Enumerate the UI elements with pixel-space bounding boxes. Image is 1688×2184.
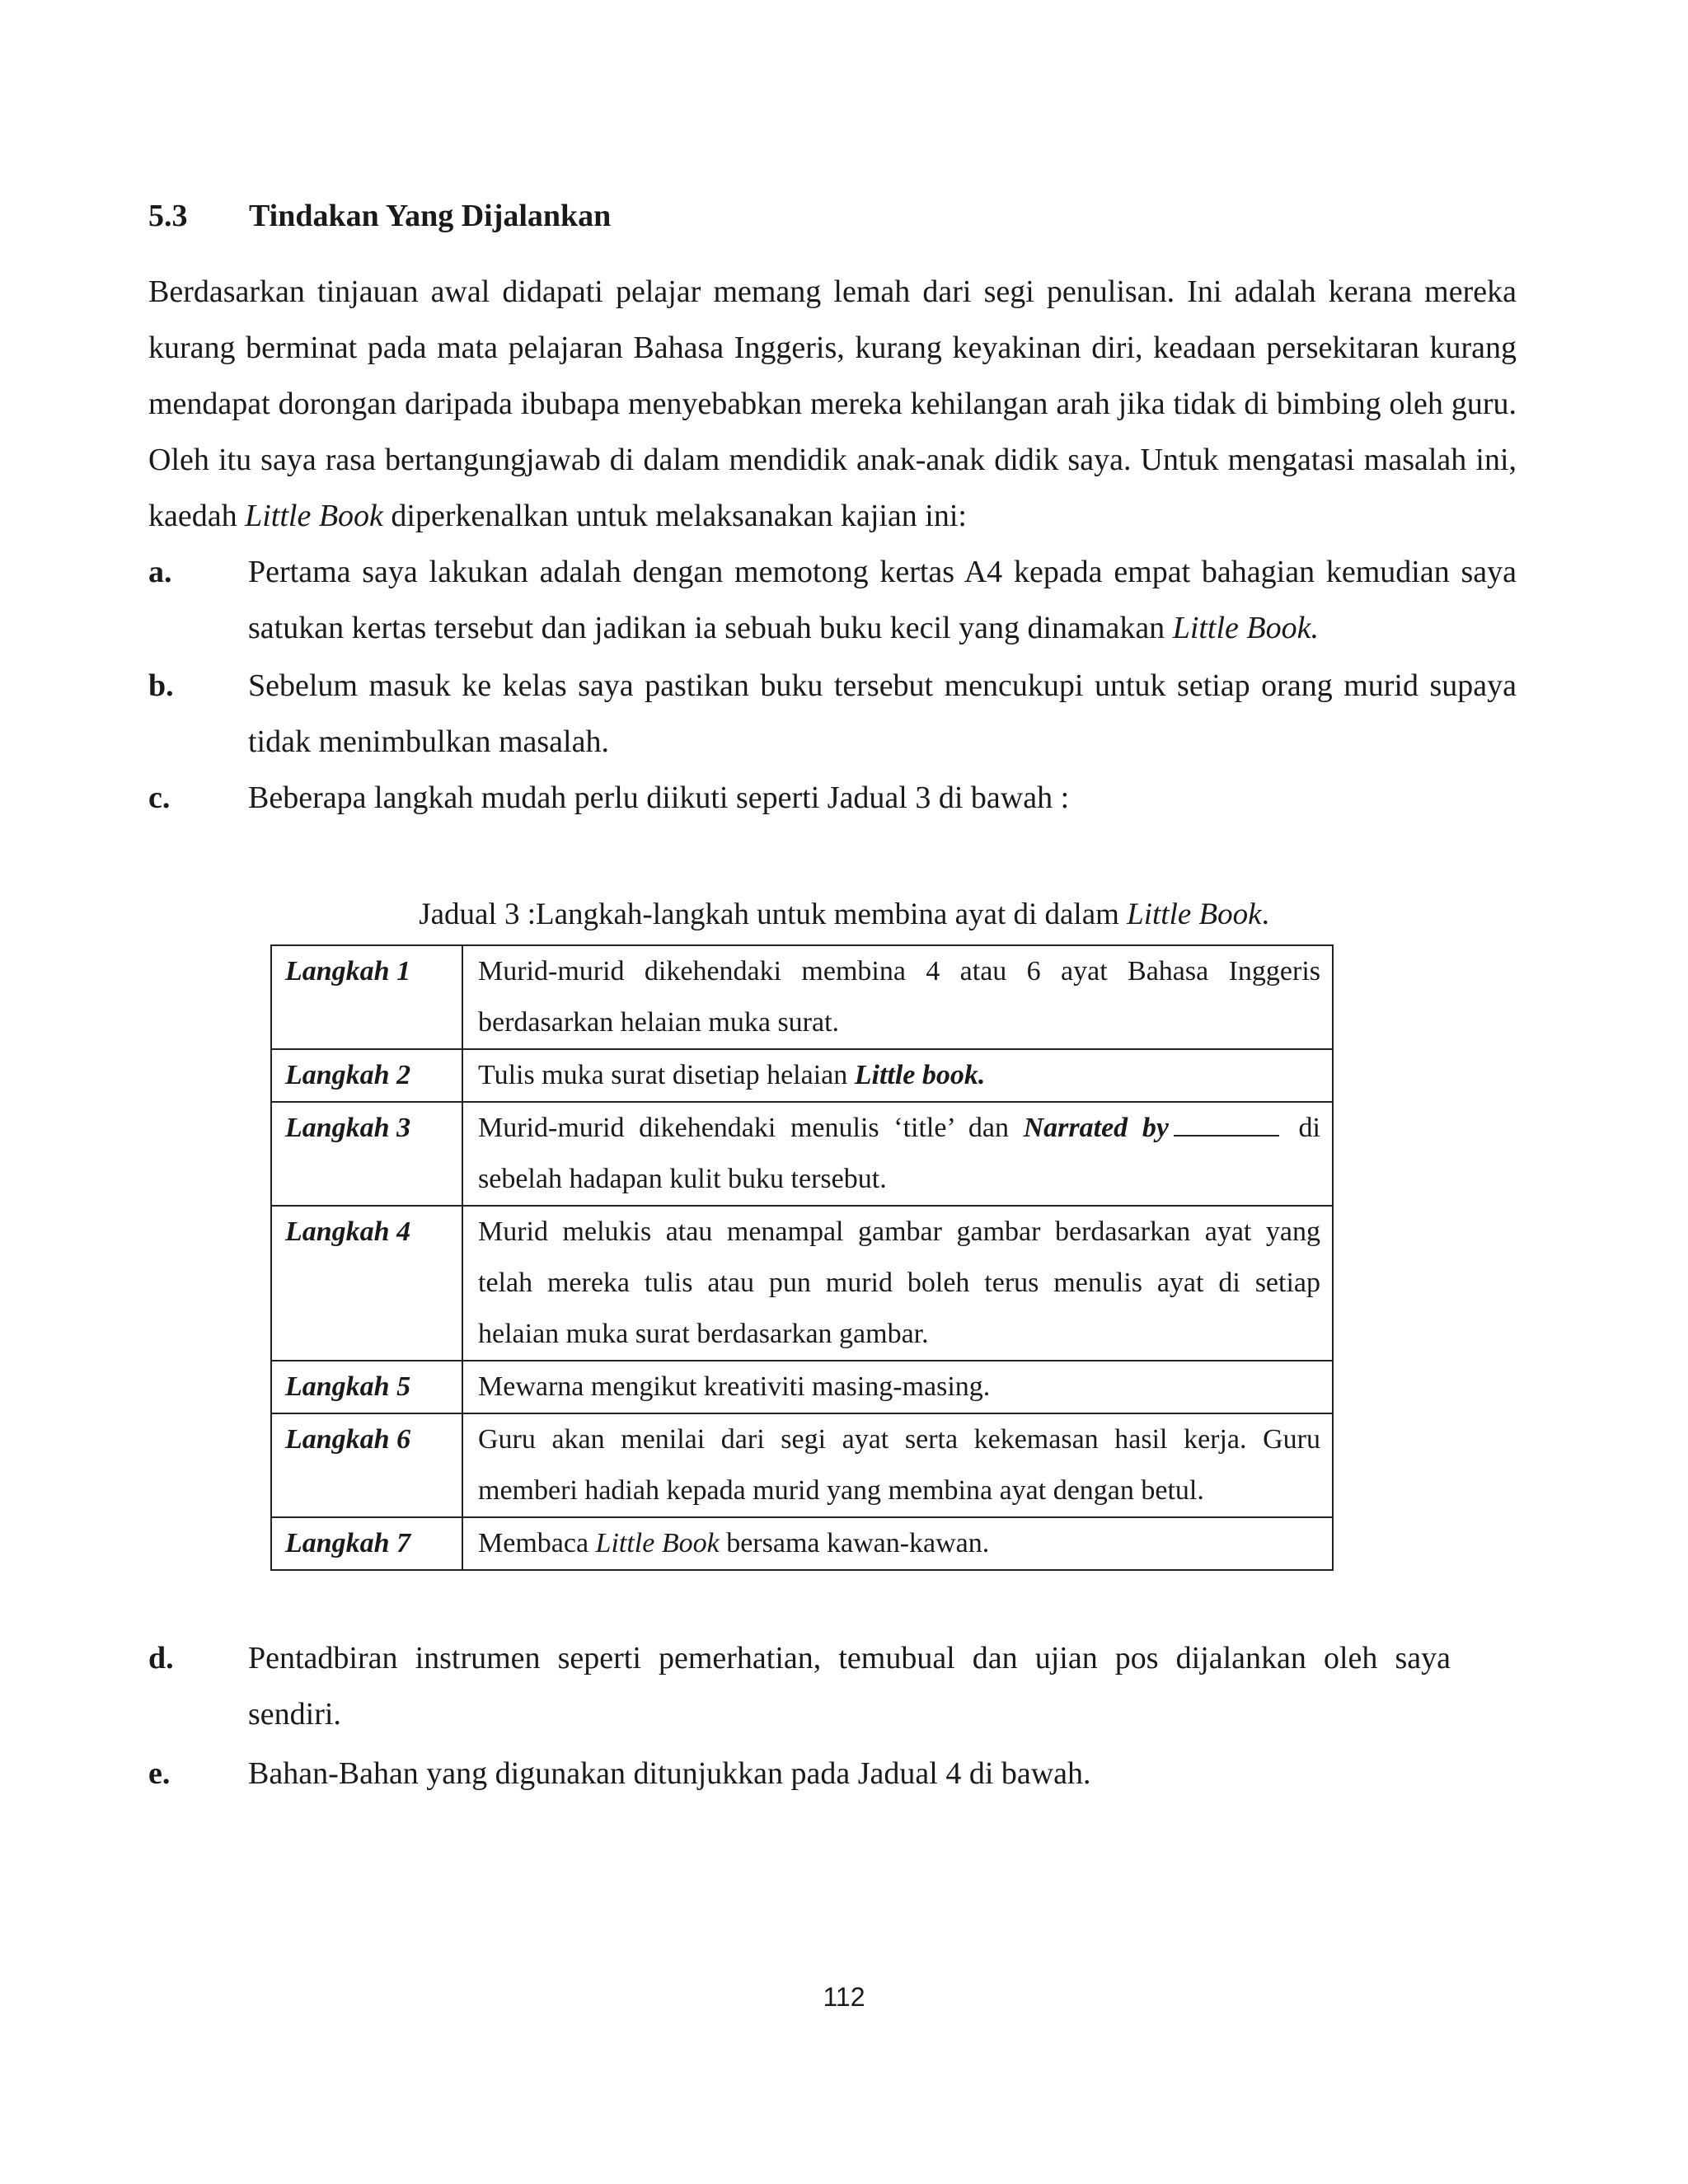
list-item-text: Bahan-Bahan yang digunakan ditunjukkan pada Jadual 4 di bawah. bbox=[248, 1756, 1091, 1791]
step-label: Langkah 2 bbox=[271, 1049, 462, 1102]
steps-table bbox=[270, 944, 1334, 1571]
list-item-b bbox=[148, 658, 1517, 770]
step-italic: Little Book bbox=[595, 1528, 720, 1558]
list-item-a bbox=[148, 544, 1517, 656]
intro-italic: Little Book bbox=[245, 499, 383, 533]
step-label: Langkah 4 bbox=[271, 1206, 462, 1361]
step-label: Langkah 7 bbox=[271, 1517, 462, 1570]
list-marker: e. bbox=[148, 1756, 171, 1791]
step-text: Membaca bbox=[478, 1528, 596, 1558]
step-description bbox=[462, 1049, 1333, 1102]
step-text: Tulis muka surat disetiap helaian bbox=[478, 1060, 855, 1090]
list-item-text: Pentadbiran instrumen seperti pemerhatian, temubual dan ujian pos dijalankan oleh saya sendiri. bbox=[248, 1641, 1451, 1732]
section-number: 5.3 bbox=[148, 199, 188, 233]
table-row bbox=[271, 1049, 1333, 1102]
list-item-a-text: Pertama saya lakukan adalah dengan memotong kertas A4 kepada empat bahagian kemudian saya satukan kertas tersebut dan jadikan ia sebuah buku kecil yang dinamakan bbox=[248, 555, 1517, 645]
step-text: Murid-murid dikehendaki menulis ‘title’ dan bbox=[478, 1113, 1024, 1143]
step-label: Langkah 5 bbox=[271, 1361, 462, 1413]
section-title: Tindakan Yang Dijalankan bbox=[249, 199, 612, 233]
step-description bbox=[462, 1102, 1333, 1206]
list-marker: c. bbox=[148, 780, 171, 815]
step-description: Guru akan menilai dari segi ayat serta kekemasan hasil kerja. Guru memberi hadiah kepada murid yang membina ayat dengan betul. bbox=[462, 1413, 1333, 1517]
list-item-d bbox=[148, 1630, 1451, 1742]
step-description: Murid-murid dikehendaki membina 4 atau 6 ayat Bahasa Inggeris berdasarkan helaian muka surat. bbox=[462, 945, 1333, 1049]
table-caption bbox=[0, 890, 1688, 940]
caption-end: . bbox=[1261, 898, 1269, 931]
list-item-text: Beberapa langkah mudah perlu diikuti seperti Jadual 3 di bawah : bbox=[248, 780, 1070, 815]
list-item-c bbox=[148, 770, 1517, 826]
list-marker: a. bbox=[148, 555, 172, 589]
step-description bbox=[462, 1517, 1333, 1570]
table-row bbox=[271, 1517, 1333, 1570]
step-text-end: bersama kawan-kawan. bbox=[719, 1528, 990, 1558]
step-description: Mewarna mengikut kreativiti masing-masing. bbox=[462, 1361, 1333, 1413]
section-heading bbox=[148, 198, 611, 234]
table-row bbox=[271, 1413, 1333, 1517]
list-marker: d. bbox=[148, 1641, 174, 1675]
list-item-text bbox=[248, 544, 1517, 656]
step-text-end: di sebelah hadapan kulit buku tersebut. bbox=[478, 1113, 1320, 1194]
intro-text-end: diperkenalkan untuk melaksanakan kajian ini: bbox=[382, 499, 967, 533]
table-row bbox=[271, 1102, 1333, 1206]
step-label: Langkah 3 bbox=[271, 1102, 462, 1206]
step-bold-italic: Little book. bbox=[854, 1060, 986, 1090]
caption-text: Jadual 3 :Langkah-langkah untuk membina ayat di dalam bbox=[419, 898, 1128, 931]
step-label: Langkah 1 bbox=[271, 945, 462, 1049]
caption-italic: Little Book bbox=[1127, 898, 1262, 931]
table-row bbox=[271, 1361, 1333, 1413]
page-number: 112 bbox=[823, 1982, 865, 2012]
step-label: Langkah 6 bbox=[271, 1413, 462, 1517]
list-item-text: Sebelum masuk ke kelas saya pastikan buku tersebut mencukupi untuk setiap orang murid supaya tidak menimbulkan masalah. bbox=[248, 668, 1517, 759]
table-row bbox=[271, 1206, 1333, 1361]
list-item-a-italic: Little Book. bbox=[1172, 611, 1319, 645]
list-marker: b. bbox=[148, 668, 174, 703]
step-description: Murid melukis atau menampal gambar gambar berdasarkan ayat yang telah mereka tulis atau pun murid boleh terus menulis ayat di setiap helaian muka surat berdasarkan gambar. bbox=[462, 1206, 1333, 1361]
step-bold-italic: Narrated by bbox=[1023, 1113, 1169, 1143]
list-item-e bbox=[148, 1746, 1517, 1802]
intro-text: Berdasarkan tinjauan awal didapati pelajar memang lemah dari segi penulisan. Ini adalah kerana mereka kurang berminat pada mata pelajaran Bahasa Inggeris, kurang keyakinan diri, keadaan persekitaran kurang mendapat dorongan daripada ibubapa menyebabkan mereka kehilangan arah jika tidak di bimbing oleh guru. Oleh itu saya rasa bertangungjawab di dalam mendidik anak-anak didik saya. Untuk mengatasi masalah ini, kaedah bbox=[148, 274, 1517, 533]
fill-in-blank bbox=[1174, 1113, 1279, 1137]
intro-paragraph bbox=[148, 264, 1517, 544]
table-row bbox=[271, 945, 1333, 1049]
